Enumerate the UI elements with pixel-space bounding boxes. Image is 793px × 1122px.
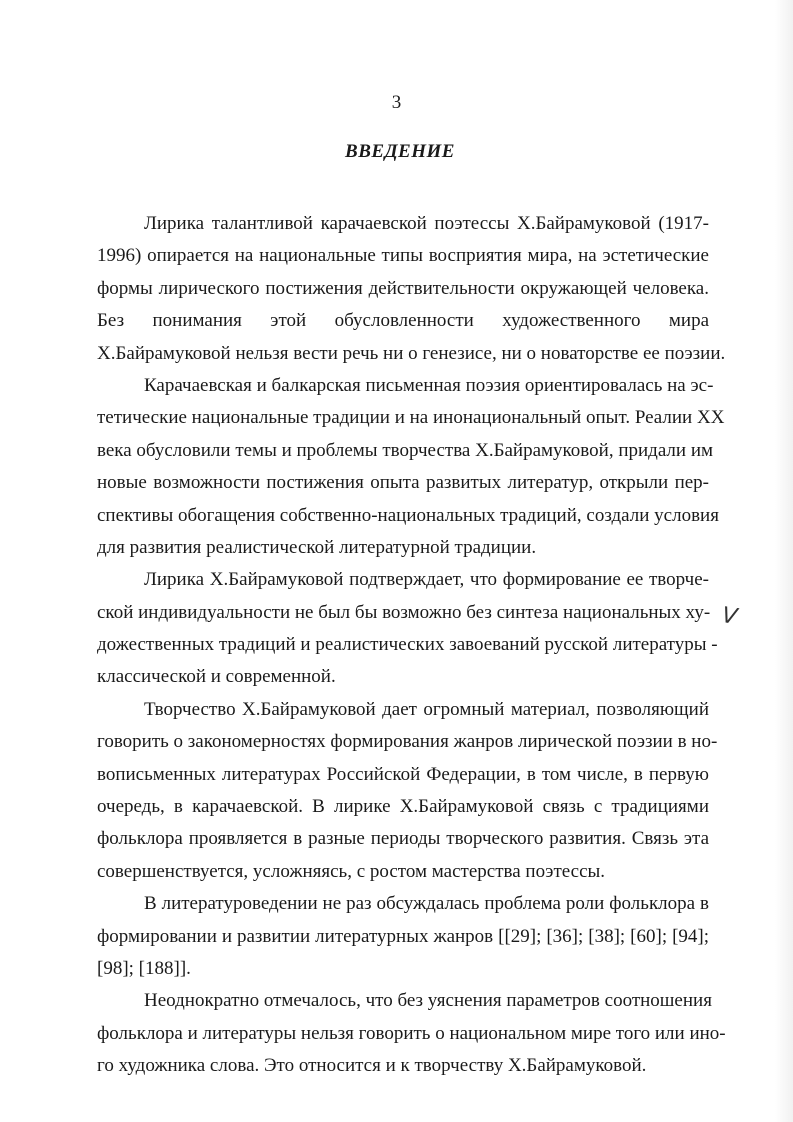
text-line: вописьменных литературах Российской Федерации, в том числе, в первую (97, 763, 709, 785)
page-number: 3 (391, 92, 402, 113)
text-line: Творчество Х.Байрамуковой дает огромный материал, позволяющий (144, 698, 709, 720)
text-line: Лирика Х.Байрамуковой подтверждает, что формирование ее творче- (144, 569, 709, 591)
section-heading: ВВЕДЕНИЕ (345, 141, 455, 162)
text-line: тетические национальные традиции и на инонациональный опыт. Реалии XX (97, 407, 725, 429)
handwritten-check-mark: V (720, 603, 739, 630)
text-line: фольклора и литературы нельзя говорить о национальном мире того или ино- (97, 1022, 726, 1044)
text-line: го художника слова. Это относится и к творчеству Х.Байрамуковой. (97, 1055, 647, 1077)
text-line: Без понимания этой обусловленности художественного мира (97, 310, 709, 332)
text-line: Карачаевская и балкарская письменная поэзия ориентировалась на эс- (144, 374, 714, 396)
paragraph-1 (97, 208, 726, 370)
text-line: для развития реалистической литературной традиции. (97, 536, 537, 558)
text-line: Неоднократно отмечалось, что без уяснения параметров соотношения (144, 990, 712, 1012)
text-line: Х.Байрамуковой нельзя вести речь ни о генезисе, ни о новаторстве ее поэзии. (97, 342, 726, 364)
paragraph-2 (97, 370, 725, 564)
page-edge-shadow (775, 0, 793, 1122)
text-line: В литературоведении не раз обсуждалась проблема роли фольклора в (144, 893, 709, 915)
paragraph-5 (97, 888, 709, 985)
text-line: ской индивидуальности не был бы возможно без синтеза национальных ху- (97, 601, 711, 623)
text-line: совершенствуется, усложняясь, с ростом мастерства поэтессы. (97, 860, 606, 882)
text-line: фольклора проявляется в разные периоды творческого развития. Связь эта (97, 828, 709, 850)
text-line: 1996) опирается на национальные типы восприятия мира, на эстетические (97, 245, 709, 267)
text-line: [98]; [188]]. (97, 957, 191, 979)
text-line: века обусловили темы и проблемы творчества Х.Байрамуковой, придали им (97, 439, 714, 461)
text-line: формы лирического постижения действительности окружающей человека. (97, 277, 709, 299)
text-line: Лирика талантливой карачаевской поэтессы Х.Байрамуковой (1917- (144, 213, 709, 234)
paragraph-6 (97, 985, 726, 1082)
text-line: дожественных традиций и реалистических завоеваний русской литературы - (97, 634, 718, 656)
paragraph-4 (97, 694, 718, 888)
text-line: новые возможности постижения опыта развитых литератур, открыли пер- (97, 472, 709, 494)
paragraph-3 (97, 564, 718, 694)
text-line: очередь, в карачаевской. В лирике Х.Байрамуковой связь с традициями (97, 796, 709, 818)
text-line: говорить о закономерностях формирования жанров лирической поэзии в но- (97, 731, 718, 753)
body-text (97, 208, 726, 1083)
text-line: спективы обогащения собственно-национальных традиций, создали условия (97, 504, 719, 526)
text-line: формировании и развитии литературных жанров [[29]; [36]; [38]; [60]; [94]; (97, 925, 709, 947)
text-line: классической и современной. (97, 666, 336, 688)
